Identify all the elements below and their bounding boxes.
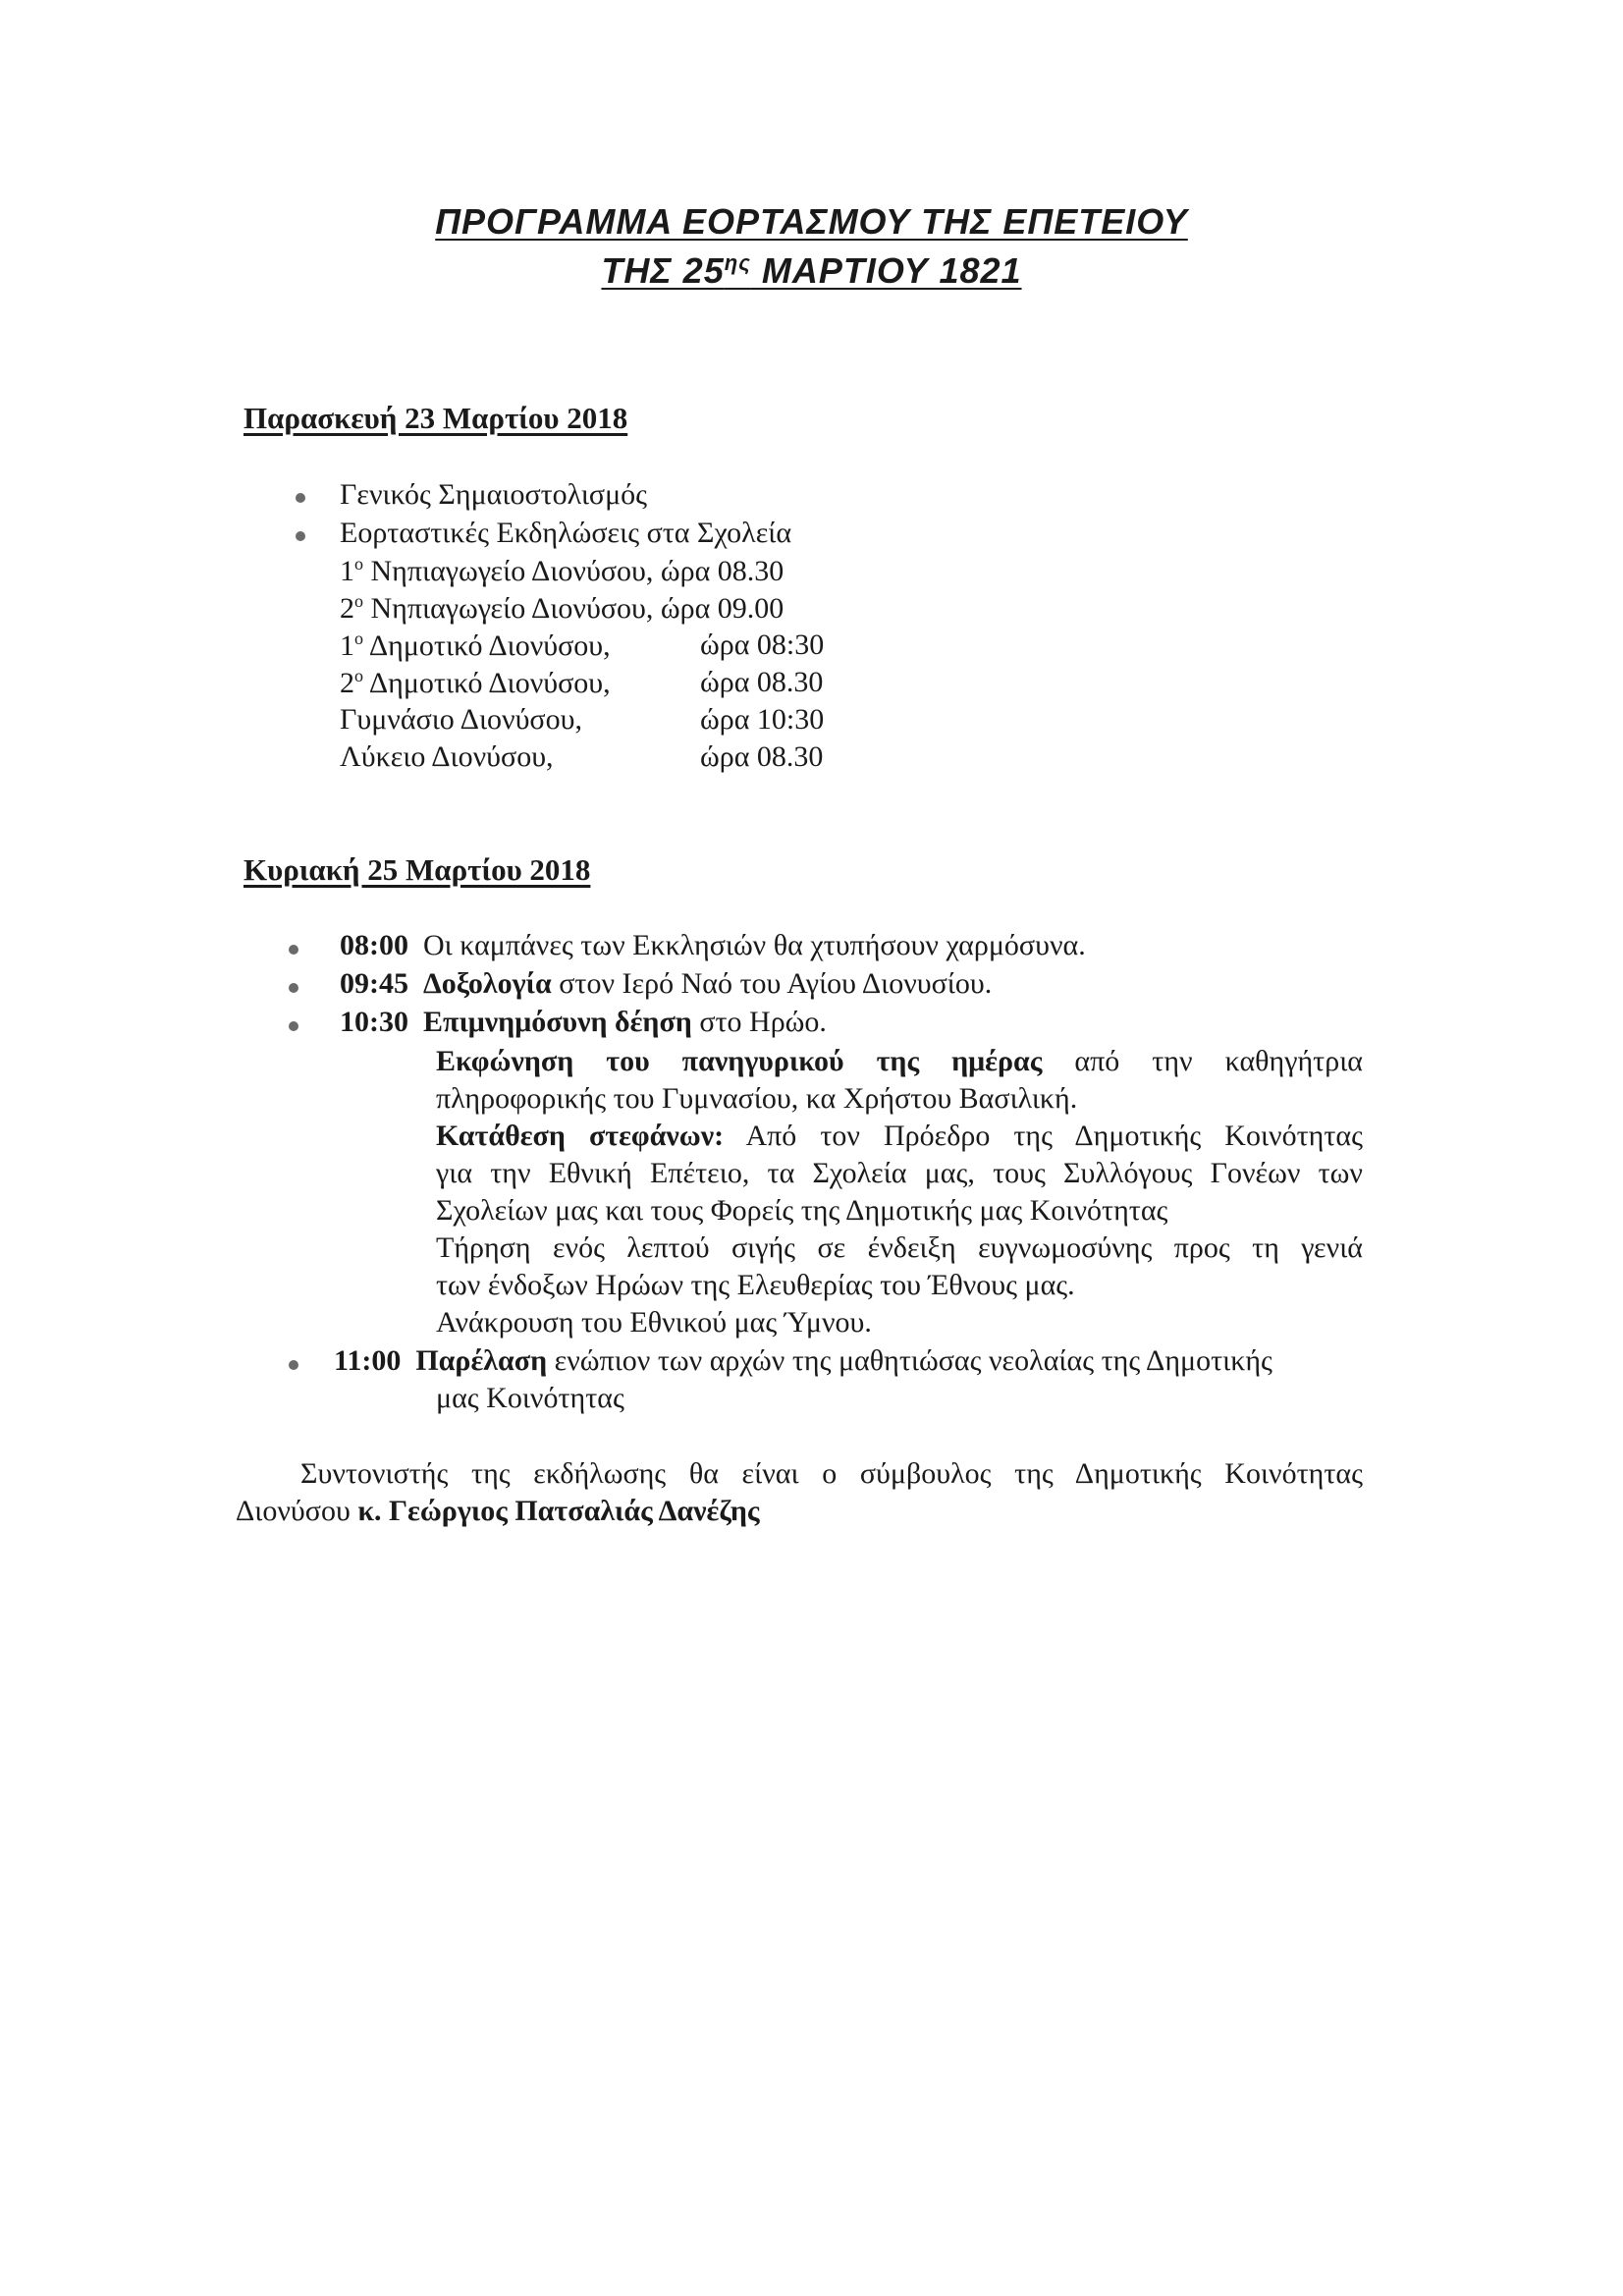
school-row: Λύκειο Διονύσου, [340,740,554,773]
coordinator-name: κ. Γεώργιος Πατσαλιάς Δανέζης [357,1495,760,1527]
speech-line-1 [436,1045,1363,1078]
silence-line-2: των ένδοξων Ηρώων της Ελευθερίας του Έθνους μας. [436,1269,1075,1301]
school-time: ώρα 08.30 [700,666,824,698]
silence-line-1: Τήρηση ενός λεπτού σιγής σε ένδειξη ευγνωμοσύνης προς τη γενιά [436,1231,1363,1264]
speech-bold: Εκφώνηση του πανηγυρικού της ημέρας [436,1045,1043,1077]
speech-line-2: πληροφορικής του Γυμνασίου, κα Χρήστου Βασιλική. [436,1082,1078,1115]
sunday-item-doxology [340,967,992,1001]
friday-item-school-events: Εορταστικές Εκδηλώσεις στα Σχολεία [340,517,792,549]
wreath-line-2: για την Εθνική Επέτειο, τα Σχολεία μας, τους Συλλόγους Γονέων των [436,1157,1363,1189]
bullet-icon [296,493,305,503]
item-time: 10:30 [340,1006,408,1038]
item-text: Οι καμπάνες των Εκκλησιών θα χτυπήσουν χαρμόσυνα. [423,929,1086,961]
bullet-icon [289,1021,298,1031]
sunday-item-parade [334,1344,1272,1378]
school-name: Νηπιαγωγείο Διονύσου, ώρα 09.00 [363,592,784,625]
title-line-2-sup: ης [724,250,751,275]
title-line-2-pre: ΤΗΣ 25 [601,250,725,291]
sunday-item-bells [340,929,1086,962]
school-time: ώρα 08.30 [700,740,824,773]
school-name: Δημοτικό Διονύσου, [363,667,611,699]
coordinator-line-2 [236,1495,760,1528]
item-bold: Επιμνημόσυνη δέηση [423,1006,692,1038]
school-num-sup: ο [354,554,363,574]
item-text: στο Ηρώο. [691,1006,827,1038]
item-text: στον Ιερό Ναό του Αγίου Διονυσίου. [551,967,993,1000]
school-time: ώρα 08:30 [700,629,825,661]
school-num: 1 [340,629,354,662]
item-bold: Δοξολογία [423,967,552,1000]
school-row [340,666,611,700]
school-num-sup: ο [354,666,363,685]
item-text: ενώπιον των αρχών της μαθητιώσας νεολαίας της Δημοτικής [547,1344,1272,1377]
school-num: 2 [340,667,354,699]
item-time: 08:00 [340,929,408,961]
wreath-line-1 [436,1120,1363,1153]
school-name: Νηπιαγωγείο Διονύσου, ώρα 08.30 [363,555,784,587]
sunday-item-memorial [340,1006,827,1039]
document-title-line-2 [0,250,1623,292]
bullet-icon [289,945,298,955]
bullet-icon [289,1360,298,1370]
school-num-sup: ο [354,591,363,611]
school-time: ώρα 10:30 [700,703,825,736]
school-row [340,629,611,663]
document-title-line-1: ΠΡΟΓΡΑΜΜΑ ΕΟΡΤΑΣΜΟΥ ΤΗΣ ΕΠΕΤΕΙΟΥ [435,201,1188,242]
school-row [340,554,784,588]
item-time: 09:45 [340,967,408,1000]
school-num-sup: ο [354,629,363,648]
item-time: 11:00 [334,1344,402,1377]
friday-heading: Παρασκευή 23 Μαρτίου 2018 [243,401,628,435]
sunday-heading: Κυριακή 25 Μαρτίου 2018 [243,852,591,887]
bullet-icon [296,531,305,541]
speech-rest: από την καθηγήτρια [1042,1045,1363,1077]
anthem-line: Ανάκρουση του Εθνικού μας Ύμνου. [436,1306,872,1339]
school-row [340,591,784,626]
bullet-icon [289,983,298,993]
friday-item-flags: Γενικός Σημαιοστολισμός [340,478,648,511]
school-num: 1 [340,555,354,587]
title-line-2-post: ΜΑΡΤΙΟΥ 1821 [750,250,1022,291]
wreath-rest: Από τον Πρόεδρο της Δημοτικής Κοινότητας [724,1120,1363,1152]
parade-line-2: μας Κοινότητας [436,1382,624,1414]
coordinator-pre: Διονύσου [236,1495,358,1527]
school-row: Γυμνάσιο Διονύσου, [340,703,582,736]
school-name: Δημοτικό Διονύσου, [363,629,611,662]
item-bold: Παρέλαση [415,1344,548,1377]
wreath-bold: Κατάθεση στεφάνων: [436,1120,725,1152]
wreath-line-3: Σχολείων μας και τους Φορείς της Δημοτικής μας Κοινότητας [436,1194,1168,1227]
coordinator-line-1: Συντονιστής της εκδήλωσης θα είναι ο σύμβουλος της Δημοτικής Κοινότητας [300,1457,1363,1490]
school-num: 2 [340,592,354,625]
